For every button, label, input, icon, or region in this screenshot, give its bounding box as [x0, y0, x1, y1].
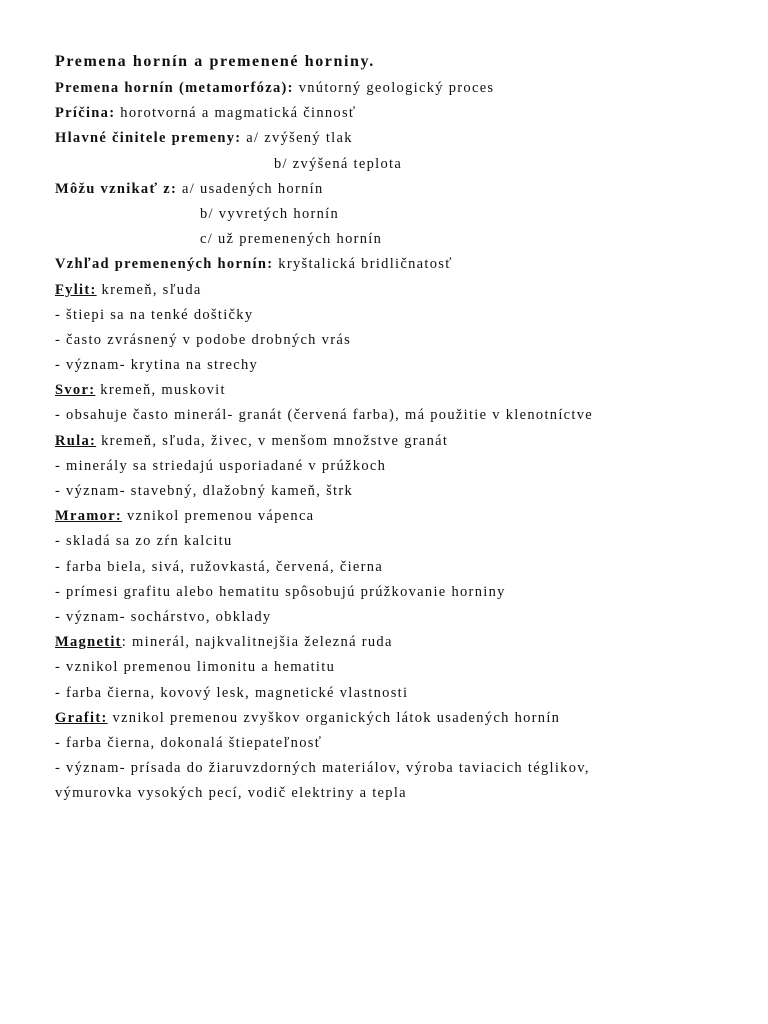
rock-heading-mramor [55, 504, 745, 529]
rock-name: Svor: [55, 382, 96, 399]
rock-point: - štiepi sa na tenké doštičky [55, 306, 254, 323]
factors-line [55, 126, 745, 151]
rock-heading-grafit [55, 706, 745, 731]
rock-name: Magnetit [55, 634, 122, 651]
factor-item: a/ zvýšený tlak [241, 130, 353, 147]
rock-point: - význam- stavebný, dlažobný kameň, štrk [55, 483, 354, 499]
cause-line [55, 101, 745, 126]
factors-label: Hlavné činitele premeny: [55, 130, 242, 147]
factor-item: b/ zvýšená teplota [274, 155, 403, 172]
rock-heading-fylit [55, 278, 745, 303]
origin-item: c/ už premenených hornín [200, 231, 383, 248]
cause-text: horotvorná a magmatická činnosť [115, 105, 357, 122]
rock-heading-magnetit [55, 630, 745, 655]
rock-point: - vznikol premenou limonitu a hematitu [55, 659, 336, 676]
definition-label: Premena hornín (metamorfóza): [55, 80, 294, 96]
appearance-line [55, 252, 745, 277]
origin-line [55, 177, 745, 202]
appearance-label: Vzhľad premenených hornín: [55, 256, 274, 273]
rock-point: - farba biela, sivá, ružovkastá, červená, čierna [55, 558, 384, 575]
rock-name: Rula: [55, 432, 97, 449]
rock-point: - farba čierna, kovový lesk, magnetické vlastnosti [55, 684, 409, 701]
rock-desc: kremeň, muskovit [95, 382, 226, 399]
rock-desc: kremeň, sľuda [96, 281, 202, 298]
rock-point: výmurovka vysokých pecí, vodič elektriny a tepla [55, 785, 407, 802]
page-title: Premena hornín a premenené horniny. [55, 53, 375, 70]
rock-point: - skladá sa zo zŕn kalcitu [55, 533, 233, 550]
origin-item: b/ vyvretých hornín [200, 205, 340, 222]
cause-label: Príčina: [55, 105, 116, 122]
rock-point: - prímesi grafitu alebo hematitu spôsobujú prúžkovanie horniny [55, 583, 506, 600]
rock-name: Grafit: [55, 709, 108, 726]
rock-point: - farba čierna, dokonalá štiepateľnosť [55, 734, 323, 751]
rock-point: - minerály sa striedajú usporiadané v prúžkoch [55, 457, 387, 474]
rock-point: - význam- prísada do žiaruvzdorných materiálov, výroba taviacich téglikov, [55, 760, 590, 777]
rock-point: - význam- sochárstvo, obklady [55, 608, 272, 625]
origin-label: Môžu vznikať z: [55, 180, 178, 197]
rock-desc: kremeň, sľuda, živec, v menšom množstve granát [96, 432, 449, 449]
rock-point: - často zvrásnený v podobe drobných vrás [55, 331, 352, 348]
appearance-text: kryštalická bridličnatosť [273, 256, 453, 273]
origin-item: a/ usadených hornín [177, 180, 324, 197]
rock-name: Mramor: [55, 508, 123, 525]
rock-point: - obsahuje často minerál- granát (červená farba), má použitie v klenotníctve [55, 407, 594, 424]
rock-desc: vznikol premenou zvyškov organických látok usadených hornín [107, 709, 561, 726]
rock-heading-rula [55, 429, 745, 454]
rock-point: - význam- krytina na strechy [55, 357, 259, 374]
rock-desc: : minerál, najkvalitnejšia železná ruda [121, 634, 393, 651]
rock-desc: vznikol premenou vápenca [122, 508, 315, 525]
rock-heading-svor [55, 378, 745, 403]
definition-line [55, 76, 745, 101]
rock-name: Fylit: [55, 281, 97, 298]
definition-text: vnútorný geologický proces [293, 80, 495, 96]
document-page [55, 52, 745, 806]
